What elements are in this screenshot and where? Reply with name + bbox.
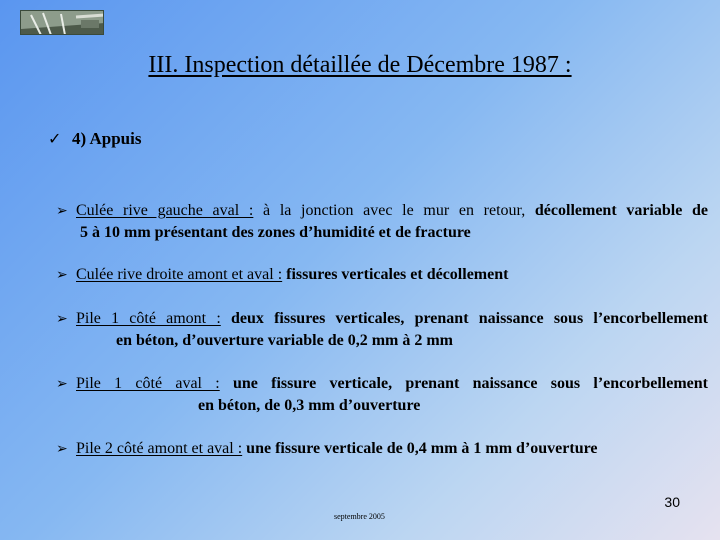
- bridge-photo-thumbnail: [20, 10, 104, 35]
- slide-title: III. Inspection détaillée de Décembre 1987 :: [148, 52, 572, 78]
- arrow-bullet-icon: ➢: [56, 376, 68, 392]
- section-heading: 4) Appuis: [72, 129, 142, 148]
- item-continuation: 5 à 10 mm présentant des zones d’humidité et de fracture: [80, 224, 471, 241]
- bridge-photo-icon: [21, 11, 104, 35]
- list-item-text: [76, 308, 708, 330]
- footer-date: septembre 2005: [334, 512, 385, 521]
- item-detail: à la jonction avec le mur en retour,: [253, 202, 535, 219]
- arrow-bullet-icon: ➢: [56, 267, 68, 283]
- list-item: [56, 373, 708, 417]
- list-item: [56, 438, 708, 460]
- item-label: Pile 1 côté amont :: [76, 310, 221, 327]
- list-item-text: [76, 438, 708, 460]
- item-continuation: en béton, de 0,3 mm d’ouverture: [198, 397, 421, 414]
- item-finding: une fissure verticale de 0,4 mm à 1 mm d’ouverture: [242, 440, 598, 457]
- arrow-bullet-icon: ➢: [56, 203, 68, 219]
- list-item-text: [76, 373, 708, 395]
- item-finding: deux fissures verticales, prenant naissance sous l’encorbellement: [220, 310, 709, 327]
- list-item-text: [76, 264, 708, 286]
- item-continuation: en béton, d’ouverture variable de 0,2 mm à 2 mm: [116, 332, 453, 349]
- list-item: [56, 200, 708, 244]
- checkmark-icon: ✓: [48, 129, 62, 148]
- arrow-bullet-icon: ➢: [56, 311, 68, 327]
- item-finding: fissures verticales et décollement: [282, 266, 509, 283]
- list-item-text: [76, 200, 708, 222]
- item-finding: une fissure verticale, prenant naissance sous l’encorbellement: [219, 375, 708, 392]
- item-label: Pile 1 côté aval :: [76, 375, 220, 392]
- item-label: Culée rive gauche aval :: [76, 202, 254, 219]
- item-finding: décollement variable de: [534, 202, 709, 219]
- item-label: Pile 2 côté amont et aval :: [76, 440, 243, 457]
- list-item: [56, 264, 708, 286]
- item-label: Culée rive droite amont et aval :: [76, 266, 283, 283]
- arrow-bullet-icon: ➢: [56, 441, 68, 457]
- page-number: 30: [664, 494, 680, 510]
- list-item: [56, 308, 708, 352]
